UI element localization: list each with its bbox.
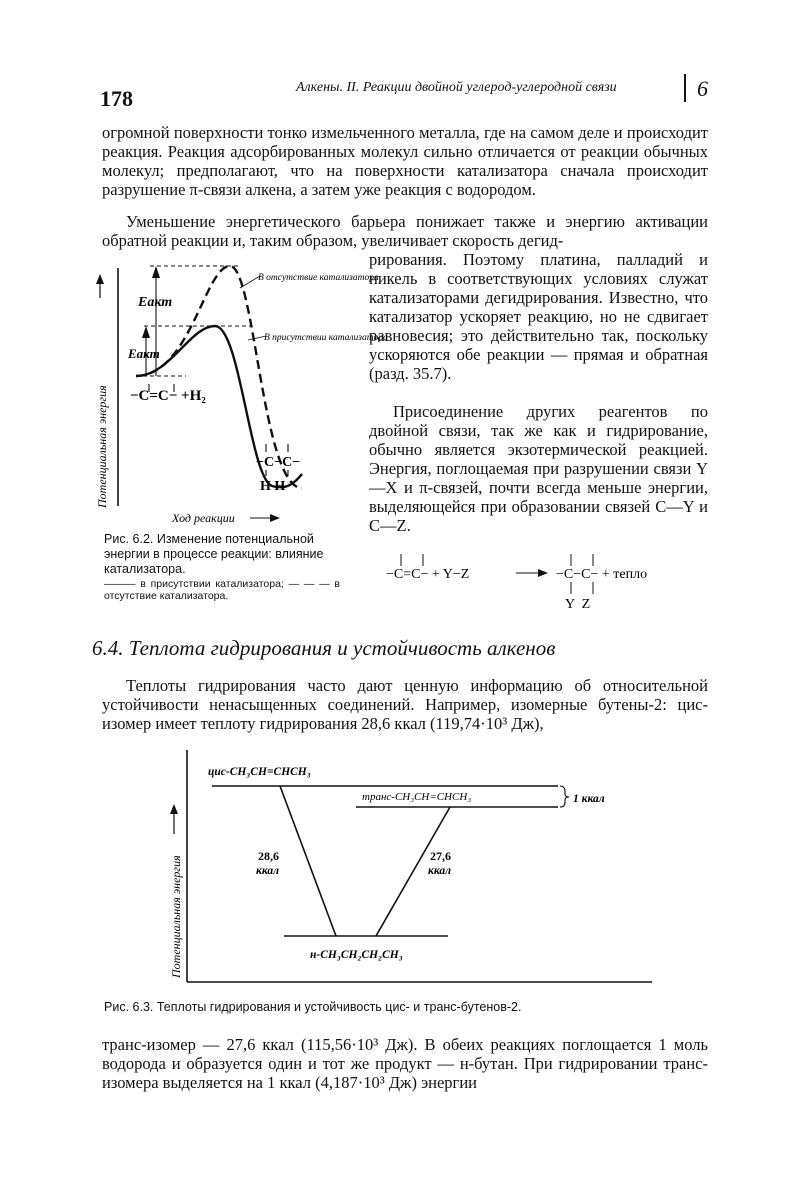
fig62-ea-catalyzed: Eакт bbox=[128, 346, 160, 361]
paragraph-2-continuation: рирования. Поэтому платина, палладий и никель в соответствующих условиях служат катализаторами дегидрирования. Известно, что катализатор ускоряет реакцию, но не сдвигает равновесия; это действительно так, поскольку ускоряются обе реакции — прямая и обратная (разд. 35.7). bbox=[369, 250, 708, 383]
paragraph-3: Присоединение других реагентов по двойной связи, так же как и гидрирование, обычно является экзотермической реакцией. Энергия, поглощаемая при разрушении связи Y—X и π-связей, почти всегда меньше энергии, выделяющейся при образовании связей C—Y и C—Z. bbox=[369, 402, 708, 535]
fig63-caption: Рис. 6.3. Теплоты гидрирования и устойчивость цис- и транс-бутенов-2. bbox=[104, 1000, 522, 1014]
paragraph-2-intro: Уменьшение энергетического барьера понижает также и энергию активации обратной реакции и, таким образом, увеличивает скорость дегид- bbox=[102, 212, 708, 250]
reaction-right: −C−C− + тепло bbox=[556, 567, 648, 582]
reaction-scheme bbox=[380, 548, 680, 614]
page-number: 178 bbox=[100, 86, 133, 111]
paragraph-4: Теплоты гидрирования часто дают ценную информацию об относительной устойчивости ненасыщенных соединений. Например, изомерные бутены-2: цис-изомер имеет теплоту гидрирования 28,6 ккал (119,74·10³ Дж), bbox=[102, 676, 708, 733]
fig62-reactant: −C=C− +H₂ bbox=[130, 388, 206, 404]
reaction-substituents: Y Z bbox=[565, 597, 591, 612]
paragraph-5: транс-изомер — 27,6 ккал (115,56·10³ Дж). В обеих реакциях поглощается 1 моль водорода и образуется один и тот же продукт — н-бутан. При гидрировании транс-изомера выделяется на 1 ккал (4,187·10³ Дж) энергии bbox=[102, 1035, 708, 1092]
header-divider bbox=[684, 74, 686, 102]
fig62-legend: ——— в присутствии катализатора; — — — в отсутствие катализатора. bbox=[104, 578, 340, 602]
fig63-y-label: Потенциальная энергия bbox=[169, 855, 183, 978]
fig63-cis-label: цис-CH₃CH=CHCH₃ bbox=[208, 766, 311, 778]
fig63-product-label: н-CH₃CH₂CH₂CH₃ bbox=[310, 949, 403, 961]
fig63-brace bbox=[560, 786, 569, 807]
section-title: 6.4. Теплота гидрирования и устойчивость алкенов bbox=[92, 636, 556, 660]
fig62-y-label: Потенциальная энергия bbox=[95, 385, 109, 508]
fig62-product-bonds: −C−C− bbox=[256, 455, 301, 470]
fig63-left-value: 28,6 bbox=[258, 849, 279, 863]
fig62-caption: Рис. 6.2. Изменение потенциальной энергии в процессе реакции: влияние катализатора. bbox=[104, 532, 324, 576]
fig63-trans-label: транс-CH₃CH=CHCH₃ bbox=[362, 791, 472, 803]
running-title: Алкены. II. Реакции двойной углерод-углеродной связи bbox=[296, 80, 617, 95]
chapter-number: 6 bbox=[697, 76, 708, 101]
fig63-left-unit: ккал bbox=[256, 865, 280, 877]
paragraph-1: огромной поверхности тонко измельченного металла, где на самом деле и происходит реакция. Реакция адсорбированных молекул сильно отличается от реакции обычных молекул; предполагают, что на поверхности катализатора сначала происходит разрушение π-связи алкена, а затем уже реакция с водородом. bbox=[102, 123, 708, 199]
fig63-right-value: 27,6 bbox=[430, 849, 451, 863]
fig62-label-catalyzed: В присутствии катализатора bbox=[264, 333, 388, 343]
reaction-left: −C=C− + Y−Z bbox=[386, 567, 470, 582]
figure-6-3 bbox=[160, 746, 660, 994]
fig63-diff-label: 1 ккал bbox=[573, 793, 605, 805]
fig63-right-unit: ккал bbox=[428, 865, 452, 877]
fig63-cis-drop bbox=[280, 786, 336, 936]
fig62-ea-uncatalyzed: Eакт bbox=[138, 295, 173, 310]
fig62-x-label: Ход реакции bbox=[172, 511, 235, 525]
fig62-label-uncatalyzed: В отсутствие катализатора bbox=[258, 273, 379, 283]
fig62-product-h: H H bbox=[260, 479, 286, 494]
fig62-y-arrow bbox=[96, 274, 104, 284]
fig62-x-arrow bbox=[270, 514, 280, 522]
fig63-y-arrow bbox=[170, 804, 178, 814]
figure-6-2 bbox=[90, 258, 388, 530]
